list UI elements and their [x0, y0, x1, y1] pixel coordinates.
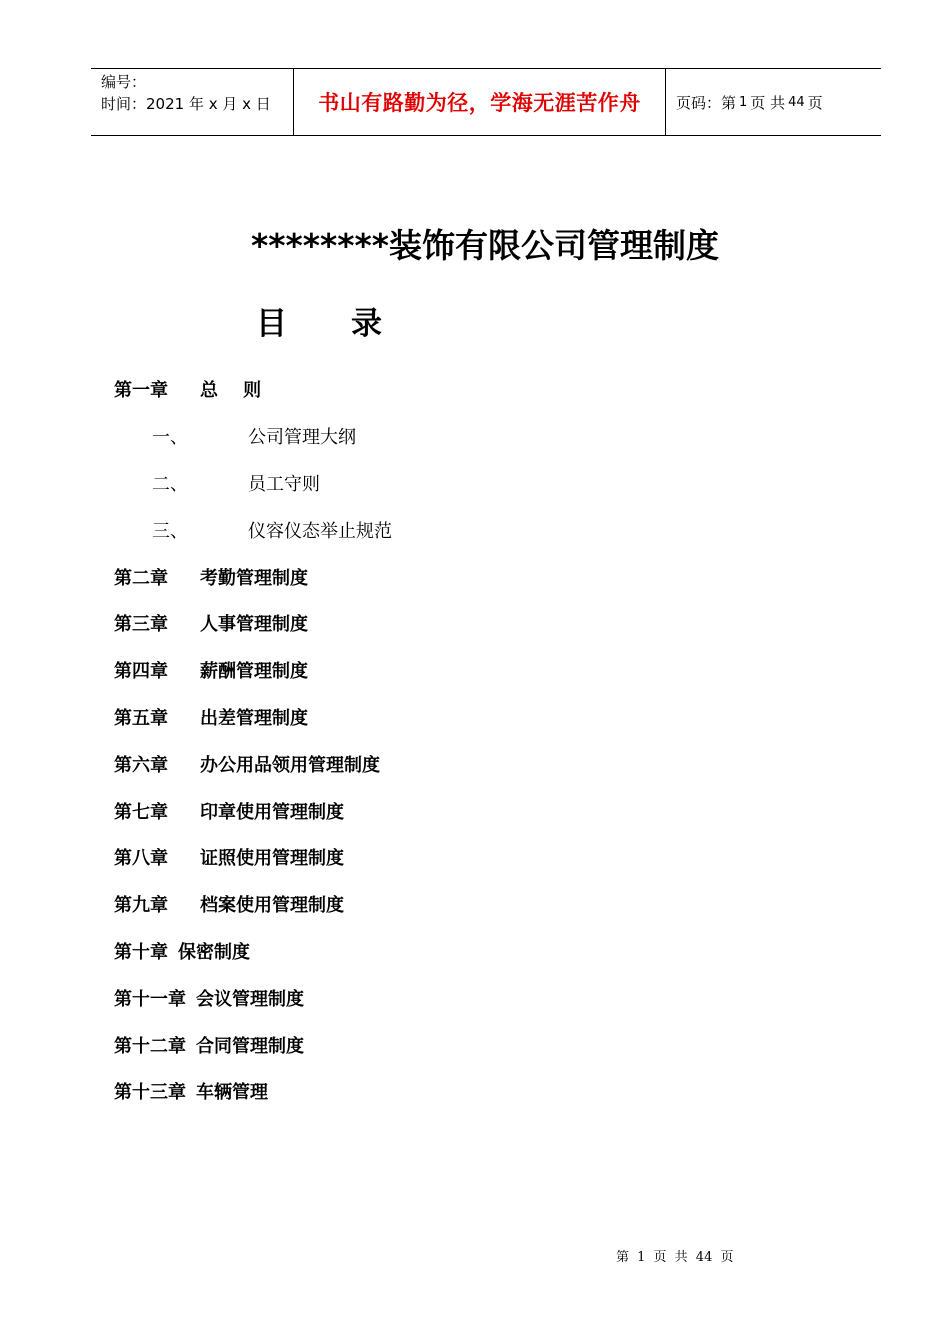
- toc-section-item: [114, 413, 392, 460]
- toc-item-title: 员工守则: [248, 473, 320, 495]
- serial-label: 编号：: [101, 73, 147, 91]
- toc-item-title: 公司管理大纲: [248, 427, 356, 449]
- toc-section-item: [114, 506, 392, 553]
- page-suffix: 页: [807, 93, 823, 112]
- toc-section-item: [114, 460, 392, 507]
- toc-item-title: 保密制度: [178, 941, 250, 963]
- toc-item-number: 第八章: [114, 848, 168, 870]
- toc-chapter-item: [114, 1021, 392, 1068]
- toc-heading-char: 目: [256, 306, 287, 342]
- toc-item-title: 合同管理制度: [196, 1035, 304, 1057]
- toc-item-number: 第一章: [114, 380, 168, 402]
- toc-item-title: 证照使用管理制度: [200, 848, 344, 870]
- toc-chapter-item: [114, 787, 392, 834]
- toc-item-number: 第十章: [114, 941, 168, 963]
- toc-item-title: 办公用品领用管理制度: [200, 754, 380, 776]
- toc-item-number: 第七章: [114, 801, 168, 823]
- toc-chapter-item: [114, 553, 392, 600]
- toc-item-number: 第二章: [114, 567, 168, 589]
- page-mid: 页 共: [750, 93, 786, 112]
- toc-item-title: 会议管理制度: [196, 988, 304, 1010]
- toc-item-number: 第十一章: [114, 988, 186, 1010]
- toc-item-title: 车辆管理: [196, 1082, 268, 1104]
- date-label: 时间：2021 年 x 月 x 日: [101, 95, 271, 113]
- toc-item-title: 总 则: [200, 380, 262, 402]
- toc-chapter-item: [114, 928, 392, 975]
- toc-chapter-item: [114, 366, 392, 413]
- toc-chapter-item: [114, 600, 392, 647]
- toc-item-title: 人事管理制度: [200, 614, 308, 636]
- toc-heading-char: 录: [351, 306, 382, 342]
- toc-item-number: 二、: [152, 473, 188, 495]
- header-table: [91, 68, 881, 136]
- header-motto: 书山有路勤为径，学海无涯苦作舟: [293, 69, 666, 135]
- header-meta-cell: [91, 69, 293, 135]
- toc-chapter-item: [114, 1068, 392, 1115]
- toc-item-number: 第五章: [114, 707, 168, 729]
- toc-item-title: 仪容仪态举止规范: [248, 520, 392, 542]
- toc-item-number: 第十三章: [114, 1082, 186, 1104]
- header-page-info: [666, 69, 881, 135]
- document-title: ********装饰有限公司管理制度: [250, 226, 720, 265]
- toc-item-title: 考勤管理制度: [200, 567, 308, 589]
- toc-item-title: 出差管理制度: [200, 707, 308, 729]
- toc-item-number: 第三章: [114, 614, 168, 636]
- toc-item-title: 印章使用管理制度: [200, 801, 344, 823]
- toc-chapter-item: [114, 647, 392, 694]
- toc-chapter-item: [114, 834, 392, 881]
- page-footer: 第 1 页 共 44 页: [616, 1250, 734, 1265]
- toc-item-number: 三、: [152, 520, 188, 542]
- toc-item-number: 第六章: [114, 754, 168, 776]
- toc-item-number: 一、: [152, 427, 188, 449]
- toc-item-number: 第十二章: [114, 1035, 186, 1057]
- toc-item-title: 档案使用管理制度: [200, 895, 344, 917]
- toc-item-title: 薪酬管理制度: [200, 661, 308, 683]
- page-number: 1: [739, 94, 748, 110]
- toc-heading: [256, 298, 382, 343]
- page-total: 44: [788, 94, 805, 110]
- toc-chapter-item: [114, 694, 392, 741]
- toc-chapter-item: [114, 881, 392, 928]
- toc-item-number: 第九章: [114, 895, 168, 917]
- page-prefix: 页码：第: [676, 93, 737, 112]
- toc-chapter-item: [114, 740, 392, 787]
- toc-item-number: 第四章: [114, 661, 168, 683]
- toc-chapter-item: [114, 974, 392, 1021]
- table-of-contents: [114, 366, 392, 1115]
